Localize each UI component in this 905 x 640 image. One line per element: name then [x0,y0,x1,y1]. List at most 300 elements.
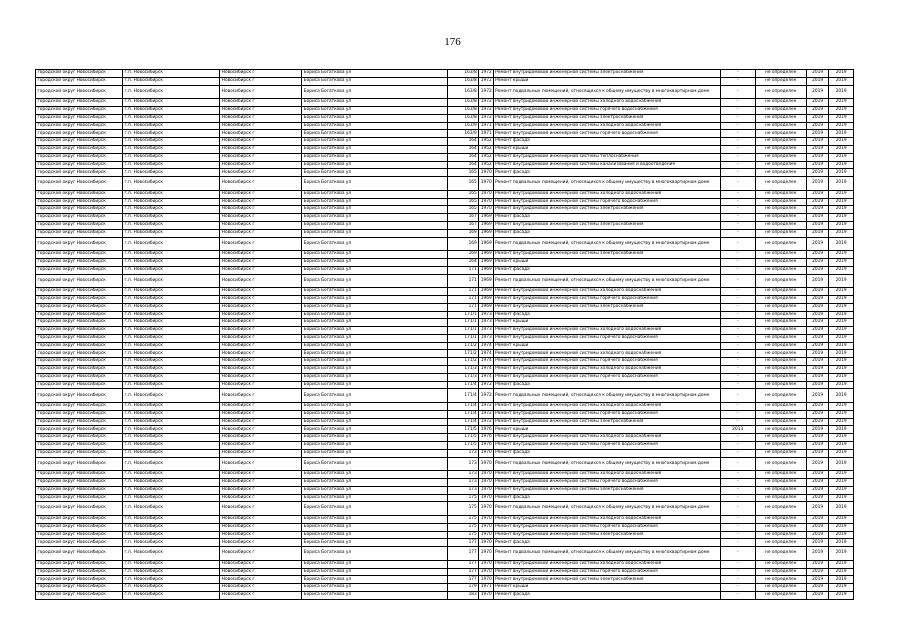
settlement-cell: г.п. Новосибирск [123,122,220,130]
table-row [36,494,854,502]
table-row [36,516,854,524]
last-repair-year-cell: - [720,403,755,411]
cost-cell: не определен [755,486,806,494]
build-year-cell: 1969 [479,288,493,296]
table-row [36,327,854,335]
table-row [36,161,854,169]
last-repair-year-cell: - [720,381,755,389]
work-type-cell: Ремонт внутридомовой инженерной системы горячего водоснабжения [493,358,720,366]
settlement-cell: г.п. Новосибирск [123,130,220,138]
plan-start-year-cell: 2019 [806,99,829,107]
last-repair-year-cell: - [720,251,755,259]
house-number-cell: 171/1 [447,319,479,327]
cost-cell: не определен [755,237,806,251]
plan-start-year-cell: 2019 [806,457,829,471]
table-row [36,266,854,274]
plan-end-year-cell: 2019 [829,457,854,471]
house-number-cell: 175 [447,523,479,531]
municipality-cell: городской округ Новосибирск [36,591,123,599]
house-number-cell: 177 [447,576,479,584]
house-number-cell: 163/8 [447,85,479,99]
settlement-cell: г.п. Новосибирск [123,539,220,547]
city-cell: Новосибирск г [220,457,302,471]
build-year-cell: 1973 [479,319,493,327]
street-cell: Бориса Богаткова ул [302,122,447,130]
build-year-cell: 1970 [479,177,493,191]
municipality-cell: городской округ Новосибирск [36,122,123,130]
work-type-cell: Ремонт внутридомовой инженерной системы холодного водоснабжения [493,471,720,479]
city-cell: Новосибирск г [220,442,302,450]
street-cell: Бориса Богаткова ул [302,169,447,177]
street-cell: Бориса Богаткова ул [302,350,447,358]
last-repair-year-cell: - [720,576,755,584]
last-repair-year-cell: - [720,584,755,592]
table-row [36,486,854,494]
city-cell: Новосибирск г [220,358,302,366]
plan-end-year-cell: 2019 [829,410,854,418]
settlement-cell: г.п. Новосибирск [123,502,220,516]
last-repair-year-cell: - [720,130,755,138]
cost-cell: не определен [755,568,806,576]
work-type-cell: Ремонт фасада [493,591,720,599]
build-year-cell: 1974 [479,350,493,358]
plan-end-year-cell: 2019 [829,153,854,161]
cost-cell: не определен [755,288,806,296]
table-row [36,145,854,153]
cost-cell: не определен [755,426,806,434]
work-type-cell: Ремонт крыши [493,426,720,434]
plan-start-year-cell: 2019 [806,251,829,259]
table-row [36,531,854,539]
plan-start-year-cell: 2019 [806,295,829,303]
house-number-cell: 163/9 [447,122,479,130]
city-cell: Новосибирск г [220,426,302,434]
last-repair-year-cell: - [720,237,755,251]
settlement-cell: г.п. Новосибирск [123,303,220,311]
municipality-cell: городской округ Новосибирск [36,169,123,177]
house-number-cell: 165 [447,169,479,177]
settlement-cell: г.п. Новосибирск [123,342,220,350]
build-year-cell: 1970 [479,206,493,214]
table-row [36,288,854,296]
municipality-cell: городской округ Новосибирск [36,153,123,161]
settlement-cell: г.п. Новосибирск [123,237,220,251]
settlement-cell: г.п. Новосибирск [123,70,220,78]
work-type-cell: Ремонт внутридомовой инженерной системы холодного водоснабжения [493,516,720,524]
city-cell: Новосибирск г [220,381,302,389]
plan-start-year-cell: 2019 [806,122,829,130]
plan-start-year-cell: 2019 [806,258,829,266]
city-cell: Новосибирск г [220,516,302,524]
plan-start-year-cell: 2019 [806,130,829,138]
cost-cell: не определен [755,494,806,502]
city-cell: Новосибирск г [220,539,302,547]
cost-cell: не определен [755,138,806,146]
plan-end-year-cell: 2019 [829,350,854,358]
house-number-cell: 171 [447,288,479,296]
build-year-cell: 1969 [479,266,493,274]
plan-end-year-cell: 2019 [829,449,854,457]
cost-cell: не определен [755,410,806,418]
municipality-cell: городской округ Новосибирск [36,106,123,114]
cost-cell: не определен [755,169,806,177]
plan-start-year-cell: 2019 [806,161,829,169]
municipality-cell: городской округ Новосибирск [36,434,123,442]
plan-start-year-cell: 2019 [806,334,829,342]
build-year-cell: 1970 [479,516,493,524]
municipality-cell: городской округ Новосибирск [36,576,123,584]
municipality-cell: городской округ Новосибирск [36,214,123,222]
cost-cell: не определен [755,319,806,327]
house-number-cell: 171/1 [447,327,479,335]
plan-start-year-cell: 2019 [806,442,829,450]
last-repair-year-cell: - [720,198,755,206]
house-number-cell: 175 [447,516,479,524]
street-cell: Бориса Богаткова ул [302,426,447,434]
street-cell: Бориса Богаткова ул [302,251,447,259]
municipality-cell: городской округ Новосибирск [36,274,123,288]
plan-start-year-cell: 2019 [806,449,829,457]
work-type-cell: Ремонт фасада [493,169,720,177]
settlement-cell: г.п. Новосибирск [123,494,220,502]
city-cell: Новосибирск г [220,434,302,442]
table-row [36,334,854,342]
plan-start-year-cell: 2019 [806,169,829,177]
table-row [36,366,854,374]
plan-end-year-cell: 2019 [829,114,854,122]
street-cell: Бориса Богаткова ул [302,198,447,206]
plan-start-year-cell: 2019 [806,229,829,237]
plan-end-year-cell: 2019 [829,486,854,494]
settlement-cell: г.п. Новосибирск [123,426,220,434]
settlement-cell: г.п. Новосибирск [123,389,220,403]
last-repair-year-cell: - [720,85,755,99]
street-cell: Бориса Богаткова ул [302,214,447,222]
plan-start-year-cell: 2019 [806,426,829,434]
plan-end-year-cell: 2019 [829,161,854,169]
street-cell: Бориса Богаткова ул [302,442,447,450]
city-cell: Новосибирск г [220,560,302,568]
cost-cell: не определен [755,547,806,561]
street-cell: Бориса Богаткова ул [302,274,447,288]
work-type-cell: Ремонт внутридомовой инженерной системы теплоснабжения [493,153,720,161]
plan-end-year-cell: 2019 [829,516,854,524]
settlement-cell: г.п. Новосибирск [123,327,220,335]
last-repair-year-cell: - [720,516,755,524]
plan-end-year-cell: 2019 [829,547,854,561]
plan-start-year-cell: 2019 [806,177,829,191]
house-number-cell: 171/3 [447,366,479,374]
cost-cell: не определен [755,303,806,311]
work-type-cell: Ремонт подвальных помещений, относящихся к общему имуществу в многоквартирном доме [493,547,720,561]
last-repair-year-cell: - [720,373,755,381]
street-cell: Бориса Богаткова ул [302,114,447,122]
house-number-cell: 177 [447,539,479,547]
cost-cell: не определен [755,576,806,584]
build-year-cell: 1970 [479,576,493,584]
plan-end-year-cell: 2019 [829,373,854,381]
table-row [36,130,854,138]
plan-end-year-cell: 2019 [829,258,854,266]
build-year-cell: 1970 [479,547,493,561]
settlement-cell: г.п. Новосибирск [123,77,220,85]
table-row [36,418,854,426]
municipality-cell: городской округ Новосибирск [36,161,123,169]
table-row [36,295,854,303]
house-number-cell: 163/8 [447,114,479,122]
plan-end-year-cell: 2019 [829,442,854,450]
municipality-cell: городской округ Новосибирск [36,449,123,457]
city-cell: Новосибирск г [220,70,302,78]
house-number-cell: 167 [447,221,479,229]
cost-cell: не определен [755,366,806,374]
house-number-cell: 183 [447,591,479,599]
plan-start-year-cell: 2019 [806,494,829,502]
plan-end-year-cell: 2019 [829,334,854,342]
build-year-cell: 1969 [479,258,493,266]
plan-end-year-cell: 2019 [829,479,854,487]
street-cell: Бориса Богаткова ул [302,161,447,169]
municipality-cell: городской округ Новосибирск [36,479,123,487]
build-year-cell: 1976 [479,434,493,442]
work-type-cell: Ремонт подвальных помещений, относящихся к общему имуществу в многоквартирном доме [493,389,720,403]
cost-cell: не определен [755,251,806,259]
last-repair-year-cell: - [720,418,755,426]
street-cell: Бориса Богаткова ул [302,389,447,403]
house-number-cell: 163/8 [447,99,479,107]
last-repair-year-cell: - [720,389,755,403]
table-row [36,471,854,479]
cost-cell: не определен [755,403,806,411]
settlement-cell: г.п. Новосибирск [123,486,220,494]
plan-start-year-cell: 2019 [806,479,829,487]
street-cell: Бориса Богаткова ул [302,457,447,471]
city-cell: Новосибирск г [220,122,302,130]
last-repair-year-cell: - [720,410,755,418]
settlement-cell: г.п. Новосибирск [123,145,220,153]
plan-start-year-cell: 2019 [806,516,829,524]
cost-cell: не определен [755,177,806,191]
municipality-cell: городской округ Новосибирск [36,237,123,251]
settlement-cell: г.п. Новосибирск [123,350,220,358]
settlement-cell: г.п. Новосибирск [123,114,220,122]
city-cell: Новосибирск г [220,568,302,576]
work-type-cell: Ремонт внутридомовой инженерной системы электроснабжения [493,486,720,494]
house-number-cell: 179 [447,584,479,592]
last-repair-year-cell: - [720,311,755,319]
house-number-cell: 171 [447,295,479,303]
table-row [36,99,854,107]
cost-cell: не определен [755,560,806,568]
build-year-cell: 1969 [479,295,493,303]
city-cell: Новосибирск г [220,303,302,311]
settlement-cell: г.п. Новосибирск [123,198,220,206]
cost-cell: не определен [755,342,806,350]
settlement-cell: г.п. Новосибирск [123,418,220,426]
last-repair-year-cell: - [720,334,755,342]
build-year-cell: 1969 [479,221,493,229]
municipality-cell: городской округ Новосибирск [36,584,123,592]
build-year-cell: 1972 [479,99,493,107]
table-row [36,547,854,561]
cost-cell: не определен [755,591,806,599]
plan-end-year-cell: 2019 [829,145,854,153]
plan-start-year-cell: 2019 [806,198,829,206]
street-cell: Бориса Богаткова ул [302,138,447,146]
build-year-cell: 1970 [479,568,493,576]
work-type-cell: Ремонт фасада [493,229,720,237]
city-cell: Новосибирск г [220,145,302,153]
last-repair-year-cell: - [720,221,755,229]
street-cell: Бориса Богаткова ул [302,449,447,457]
work-type-cell: Ремонт внутридомовой инженерной системы электроснабжения [493,576,720,584]
plan-end-year-cell: 2019 [829,198,854,206]
table-body [36,70,854,600]
plan-end-year-cell: 2019 [829,274,854,288]
work-type-cell: Ремонт внутридомовой инженерной системы холодного водоснабжения [493,403,720,411]
settlement-cell: г.п. Новосибирск [123,169,220,177]
municipality-cell: городской округ Новосибирск [36,568,123,576]
table-row [36,85,854,99]
cost-cell: не определен [755,106,806,114]
municipality-cell: городской округ Новосибирск [36,190,123,198]
work-type-cell: Ремонт крыши [493,584,720,592]
last-repair-year-cell: - [720,274,755,288]
build-year-cell: 1969 [479,303,493,311]
table-row [36,229,854,237]
last-repair-year-cell: - [720,229,755,237]
cost-cell: не определен [755,295,806,303]
cost-cell: не определен [755,350,806,358]
plan-start-year-cell: 2019 [806,358,829,366]
city-cell: Новосибирск г [220,177,302,191]
build-year-cell: 1971 [479,584,493,592]
house-number-cell: 177 [447,568,479,576]
settlement-cell: г.п. Новосибирск [123,358,220,366]
work-type-cell: Ремонт внутридомовой инженерной системы электроснабжения [493,206,720,214]
plan-end-year-cell: 2019 [829,502,854,516]
city-cell: Новосибирск г [220,523,302,531]
street-cell: Бориса Богаткова ул [302,190,447,198]
work-type-cell: Ремонт внутридомовой инженерной системы холодного водоснабжения [493,99,720,107]
city-cell: Новосибирск г [220,403,302,411]
build-year-cell: 1974 [479,366,493,374]
work-type-cell: Ремонт внутридомовой инженерной системы холодного водоснабжения [493,434,720,442]
house-number-cell: 171/2 [447,342,479,350]
city-cell: Новосибирск г [220,471,302,479]
city-cell: Новосибирск г [220,319,302,327]
table-row [36,221,854,229]
municipality-cell: городской округ Новосибирск [36,206,123,214]
house-number-cell: 173 [447,479,479,487]
street-cell: Бориса Богаткова ул [302,153,447,161]
cost-cell: не определен [755,99,806,107]
house-number-cell: 171 [447,274,479,288]
work-type-cell: Ремонт фасада [493,266,720,274]
city-cell: Новосибирск г [220,274,302,288]
table-row [36,403,854,411]
street-cell: Бориса Богаткова ул [302,327,447,335]
city-cell: Новосибирск г [220,77,302,85]
last-repair-year-cell: - [720,471,755,479]
city-cell: Новосибирск г [220,295,302,303]
city-cell: Новосибирск г [220,229,302,237]
city-cell: Новосибирск г [220,214,302,222]
table-row [36,373,854,381]
settlement-cell: г.п. Новосибирск [123,591,220,599]
street-cell: Бориса Богаткова ул [302,319,447,327]
settlement-cell: г.п. Новосибирск [123,161,220,169]
cost-cell: не определен [755,190,806,198]
city-cell: Новосибирск г [220,449,302,457]
settlement-cell: г.п. Новосибирск [123,479,220,487]
last-repair-year-cell: - [720,266,755,274]
table-row [36,381,854,389]
street-cell: Бориса Богаткова ул [302,206,447,214]
cost-cell: не определен [755,523,806,531]
build-year-cell: 1969 [479,251,493,259]
work-type-cell: Ремонт внутридомовой инженерной системы холодного водоснабжения [493,190,720,198]
settlement-cell: г.п. Новосибирск [123,366,220,374]
municipality-cell: городской округ Новосибирск [36,410,123,418]
cost-cell: не определен [755,381,806,389]
build-year-cell: 1970 [479,471,493,479]
work-type-cell: Ремонт внутридомовой инженерной системы холодного водоснабжения [493,288,720,296]
plan-start-year-cell: 2019 [806,350,829,358]
last-repair-year-cell: - [720,190,755,198]
table-row [36,410,854,418]
city-cell: Новосибирск г [220,206,302,214]
plan-end-year-cell: 2019 [829,237,854,251]
plan-end-year-cell: 2019 [829,221,854,229]
municipality-cell: городской округ Новосибирск [36,295,123,303]
city-cell: Новосибирск г [220,288,302,296]
house-number-cell: 169 [447,229,479,237]
work-type-cell: Ремонт внутридомовой инженерной системы электроснабжения [493,70,720,78]
municipality-cell: городской округ Новосибирск [36,342,123,350]
plan-end-year-cell: 2019 [829,494,854,502]
settlement-cell: г.п. Новосибирск [123,381,220,389]
work-type-cell: Ремонт крыши [493,342,720,350]
work-type-cell: Ремонт внутридомовой инженерной системы горячего водоснабжения [493,410,720,418]
plan-start-year-cell: 2019 [806,531,829,539]
municipality-cell: городской округ Новосибирск [36,403,123,411]
street-cell: Бориса Богаткова ул [302,576,447,584]
cost-cell: не определен [755,161,806,169]
build-year-cell: 1972 [479,85,493,99]
plan-end-year-cell: 2019 [829,366,854,374]
city-cell: Новосибирск г [220,389,302,403]
municipality-cell: городской округ Новосибирск [36,114,123,122]
last-repair-year-cell: - [720,177,755,191]
house-number-cell: 164 [447,153,479,161]
plan-start-year-cell: 2019 [806,576,829,584]
plan-start-year-cell: 2019 [806,327,829,335]
plan-end-year-cell: 2019 [829,568,854,576]
street-cell: Бориса Богаткова ул [302,221,447,229]
municipality-cell: городской округ Новосибирск [36,198,123,206]
plan-start-year-cell: 2019 [806,77,829,85]
plan-start-year-cell: 2019 [806,471,829,479]
repair-schedule-table [35,69,854,600]
house-number-cell: 169 [447,251,479,259]
plan-end-year-cell: 2019 [829,266,854,274]
municipality-cell: городской округ Новосибирск [36,303,123,311]
settlement-cell: г.п. Новосибирск [123,449,220,457]
settlement-cell: г.п. Новосибирск [123,334,220,342]
work-type-cell: Ремонт внутридомовой инженерной системы горячего водоснабжения [493,198,720,206]
house-number-cell: 171/3 [447,373,479,381]
